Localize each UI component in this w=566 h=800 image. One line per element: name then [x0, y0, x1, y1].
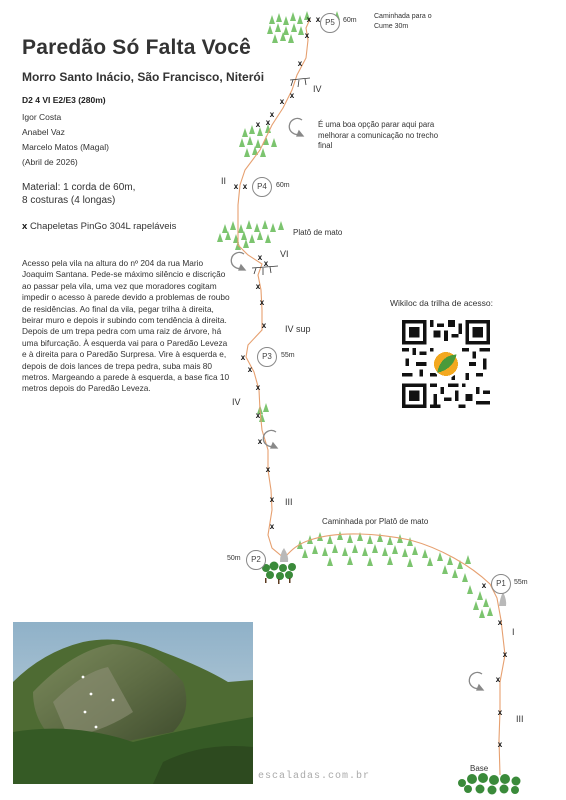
bolt-icon: x — [22, 221, 28, 232]
wikiloc-label: Wikiloc da trilha de acesso: — [390, 298, 493, 308]
bolt-marker: x — [481, 581, 487, 590]
bolt-marker: x — [259, 298, 265, 307]
approach-description: Acesso pela vila na altura do nº 204 da rua Mario Joaquim Santana. Pede-se máximo silêncio e discrição ao passar pela vila, uma vez que moradores cogitam impedir o acesso à parede devido a problemas de roubo de residências. Ao final da vila, pegar trilha à direita, beirar muro e depois ir subindo com tendência à direita. Depois de um trepa pedra com uma raiz de árvore, há uma bifurcação. À esquerda vai para o Paredão Leveza e à direita para o Paredão Surpresa. Vire à esquerda e, depois de dois lances de trepa pedra, suba mais 80 metros. Margeando a parede à esquerda, a base fica 10 metros depois do Paredão Leveza. — [22, 258, 230, 394]
belay-p3-length: 55m — [281, 352, 295, 359]
belay-p1-label: P1 — [496, 579, 506, 588]
bolt-marker: x — [495, 675, 501, 684]
bolt-marker: x — [263, 259, 269, 268]
rappel-icons — [231, 118, 483, 690]
route-grade: D2 4 VI E2/E3 (280m) — [22, 95, 106, 105]
belay-p4-label: P4 — [257, 182, 267, 191]
pitch-grade-crux: VI — [280, 249, 289, 259]
belay-p1[interactable] — [491, 574, 511, 594]
bolt-marker: x — [265, 118, 271, 127]
bolt-marker: x — [255, 282, 261, 291]
rock-marker — [499, 592, 506, 606]
pitch-grade-p3: IV sup — [285, 324, 311, 334]
bolt-marker: x — [306, 15, 312, 24]
bolt-marker: x — [269, 110, 275, 119]
bolt-marker: x — [247, 365, 253, 374]
bolt-marker: x — [242, 182, 248, 191]
trees-base — [458, 773, 521, 795]
page-title: Paredão Só Falta Você — [22, 36, 252, 59]
rock-marker — [280, 548, 288, 562]
bolt-marker: x — [255, 120, 261, 129]
pitch-grade-p2-upper: IV — [232, 397, 241, 407]
belay-p5[interactable] — [320, 13, 340, 33]
bolt-marker: x — [497, 618, 503, 627]
bolt-marker: x — [261, 321, 267, 330]
pitch-grade-p4: II — [221, 176, 227, 186]
bolt-marker: x — [315, 15, 321, 24]
summit-walk-note: Caminhada para o Cume 30m — [374, 13, 432, 30]
belay-p2-length: 50m — [227, 555, 241, 562]
belay-p5-label: P5 — [325, 18, 335, 27]
bolt-marker: x — [269, 495, 275, 504]
author-2: Anabel Vaz — [22, 127, 65, 137]
stop-option-note: É uma boa opção parar aqui para melhorar a comunicação no trecho final — [318, 120, 439, 150]
plateau-walk-label: Caminhada por Platô de mato — [322, 517, 429, 526]
trees-p2 — [262, 562, 296, 585]
bolt-marker: x — [269, 522, 275, 531]
pitch-grade-p5: IV — [313, 84, 322, 94]
bolt-marker: x — [279, 97, 285, 106]
bolts-label: Chapeletas PinGo 304L rapeláveis — [29, 221, 177, 232]
belay-p4[interactable] — [252, 177, 272, 197]
author-3: Marcelo Matos (Magal) — [22, 142, 109, 152]
base-label: Base — [470, 764, 489, 773]
bolt-marker: x — [257, 253, 263, 262]
belay-p1-length: 55m — [514, 579, 528, 586]
bolt-marker: x — [233, 182, 239, 191]
pitch-grade-p1-upper: I — [512, 627, 515, 637]
bolt-marker: x — [297, 59, 303, 68]
bolt-marker: x — [289, 91, 295, 100]
bolt-marker: x — [255, 383, 261, 392]
belay-p4-length: 60m — [276, 182, 290, 189]
author-1: Igor Costa — [22, 112, 62, 122]
bolt-marker: x — [497, 708, 503, 717]
bolt-marker: x — [240, 353, 246, 362]
plateau-top-label: Platô de mato — [293, 228, 343, 237]
belay-p3-label: P3 — [262, 352, 272, 361]
material-rope: Material: 1 corda de 60m, — [22, 182, 136, 193]
belay-p2-label: P2 — [251, 555, 261, 564]
opening-date: (Abril de 2026) — [22, 157, 78, 167]
bolt-marker: x — [502, 650, 508, 659]
bolt-marker: x — [265, 465, 271, 474]
material-quickdraws: 8 costuras (4 longas) — [22, 195, 116, 206]
location-subtitle: Morro Santo Inácio, São Francisco, Niterói — [22, 70, 265, 84]
website-watermark[interactable]: escaladas.com.br — [258, 771, 371, 782]
belay-p2[interactable] — [246, 550, 266, 570]
pitch-grade-p2-lower: III — [285, 497, 293, 507]
bolt-marker: x — [257, 437, 263, 446]
vegetation-plateau-walk — [297, 531, 493, 618]
vegetation-plateau-top — [217, 220, 284, 250]
bolt-marker: x — [304, 31, 310, 40]
belay-p5-length: 60m — [343, 17, 357, 24]
pitch-grade-p1-lower: III — [516, 714, 524, 724]
bolt-marker: x — [497, 740, 503, 749]
belay-p3[interactable] — [257, 347, 277, 367]
bolt-marker: x — [255, 411, 261, 420]
